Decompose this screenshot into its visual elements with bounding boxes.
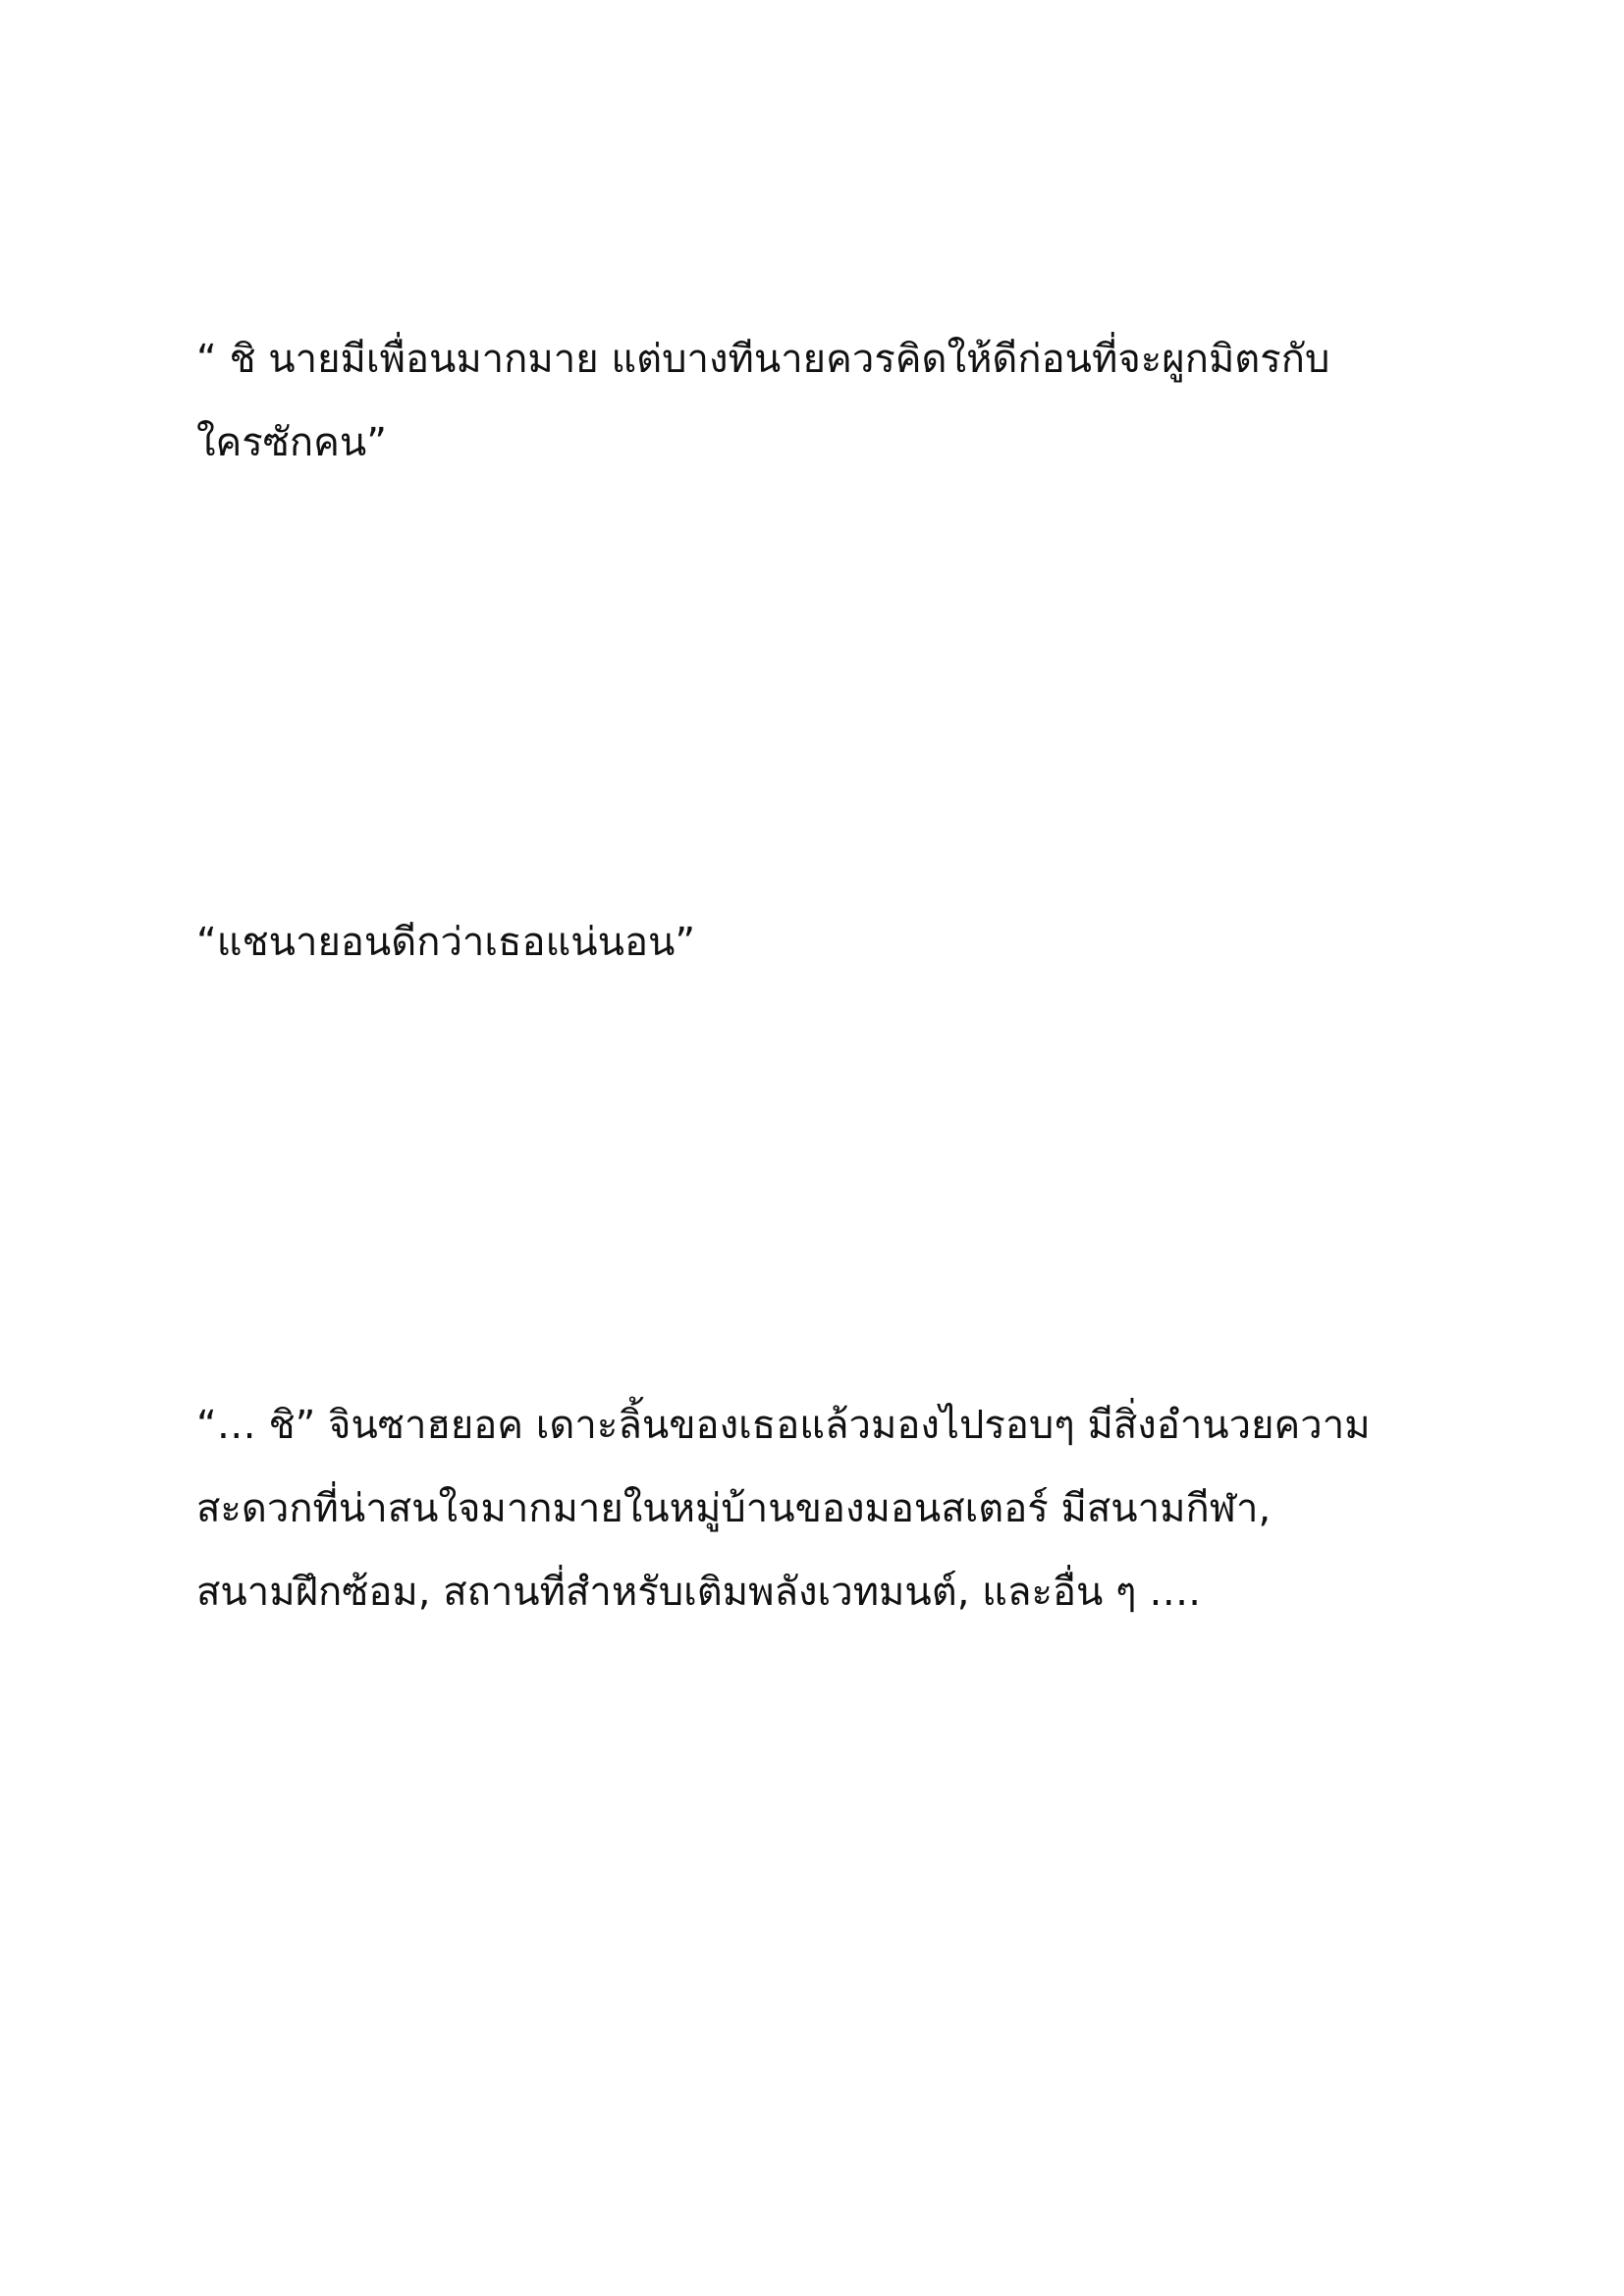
paragraph-dialogue-1	[196, 318, 1463, 485]
text-line: “แชนายอนดีกว่าเธอแน่นอน”	[196, 920, 696, 965]
text-line: “ ชิ นายมีเพื่อนมากมาย แต่บางทีนายควรคิดให้ดีก่อนที่จะผูกมิตรกับ	[196, 337, 1330, 382]
text-line: ใครซักคน”	[196, 420, 387, 465]
text-line: สะดวกที่น่าสนใจมากมายในหมู่บ้านของมอนสเตอร์ มีสนามกีฬา,	[196, 1486, 1272, 1531]
text-line: “… ชิ” จินซาฮยอค เดาะลิ้นของเธอแล้วมองไปรอบๆ มีสิ่งอำนวยความ	[196, 1403, 1371, 1448]
paragraph-dialogue-2	[196, 901, 1463, 985]
text-line: สนามฝึกซ้อม, สถานที่สำหรับเติมพลังเวทมนต์, และอื่น ๆ ….	[196, 1570, 1201, 1615]
paragraph-narration	[196, 1384, 1463, 1634]
